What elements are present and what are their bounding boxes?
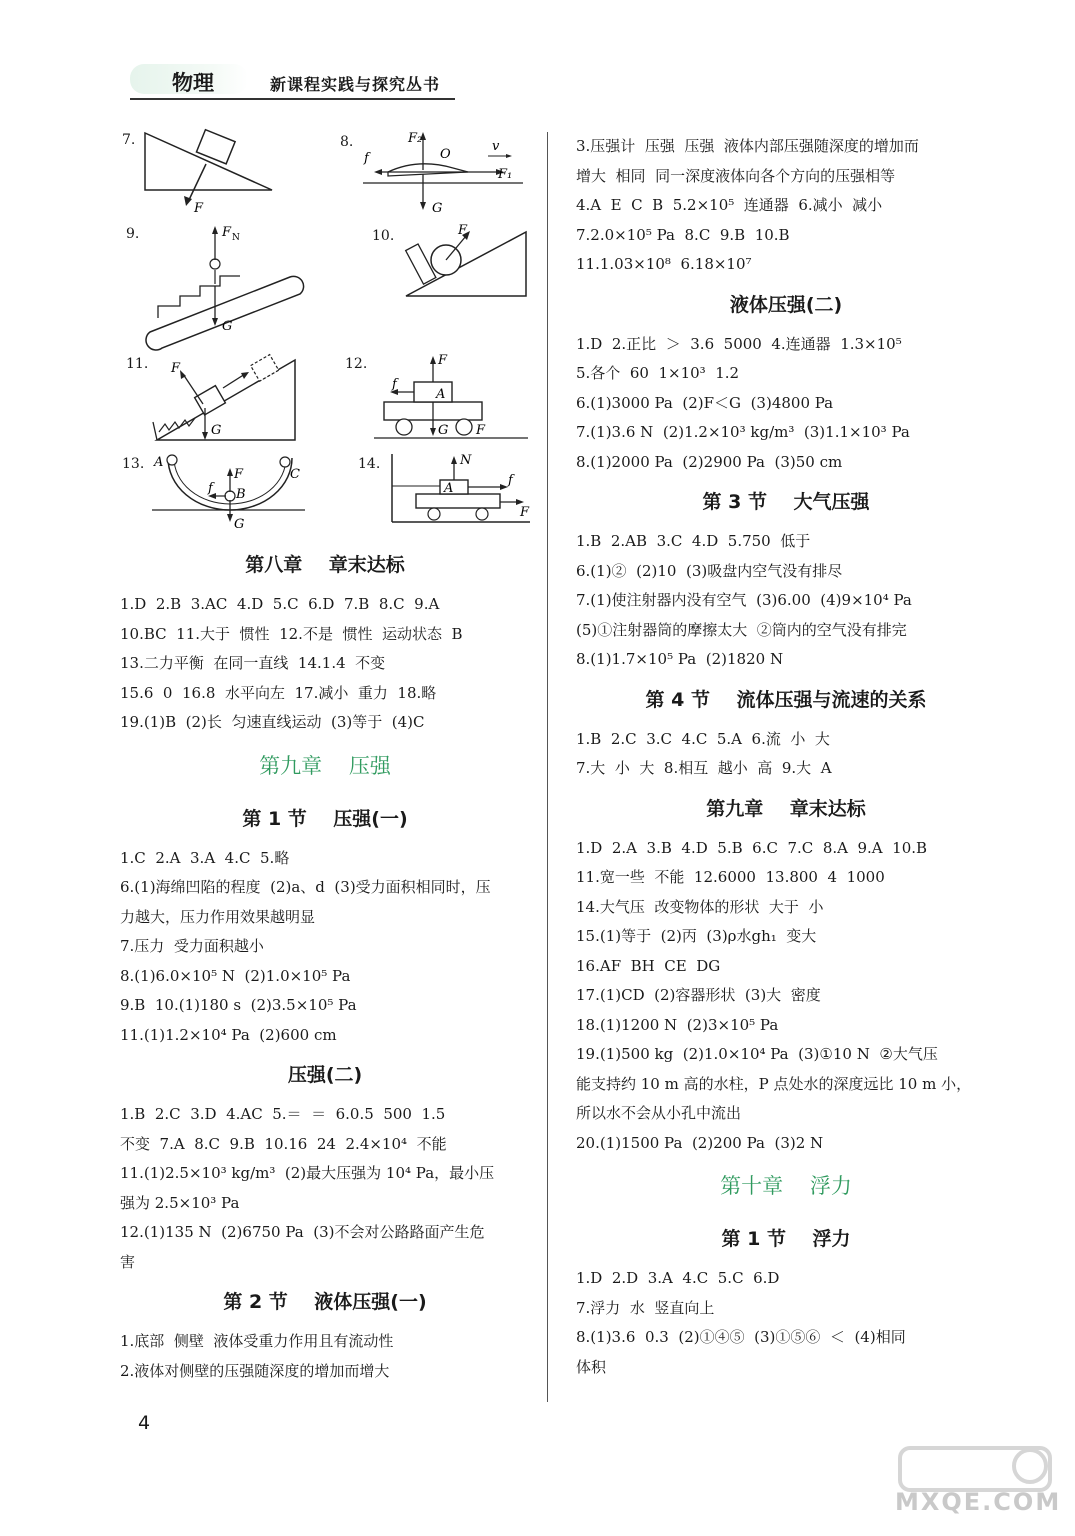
chapter-title: 第九章 压强	[259, 753, 391, 778]
answer-line: 4.A E C B 5.2×10⁵ 连通器 6.减小 减小	[576, 196, 883, 214]
answer-line: 1.D 2.B 3.AC 4.D 5.C 6.D 7.B 8.C 9.A	[120, 595, 440, 613]
svg-text:f: f	[508, 473, 513, 488]
svg-text:f: f	[364, 151, 369, 166]
answer-line: 3.压强计 压强 压强 液体内部压强随深度的增加而	[576, 137, 919, 155]
svg-text:F: F	[476, 423, 486, 438]
answer-line: 7.压力 受力面积越小	[120, 937, 264, 955]
answer-line: 8.(1)6.0×10⁵ N (2)1.0×10⁵ Pa	[120, 966, 351, 985]
answer-line: 17.(1)CD (2)容器形状 (3)大 密度	[576, 986, 821, 1004]
answer-line: 20.(1)1500 Pa (2)200 Pa (3)2 N	[576, 1133, 824, 1152]
answer-line: 能支持约 10 m 高的水柱，P 点处水的深度远比 10 m 小，	[576, 1074, 972, 1093]
answer-line: 15.6 0 16.8 水平向左 17.减小 重力 18.略	[120, 683, 437, 702]
answer-line: 7.(1)使注射器内没有空气 (3)6.00 (4)9×10⁴ Pa	[576, 591, 912, 609]
answer-line: 6.(1)3000 Pa (2)F＜G (3)4800 Pa	[576, 393, 834, 412]
answer-line: 19.(1)B (2)长 匀速直线运动 (3)等于 (4)C	[120, 713, 425, 731]
svg-text:A: A	[436, 387, 446, 402]
answer-line: 12.(1)135 N (2)6750 Pa (3)不会对公路路面产生危	[120, 1223, 485, 1241]
svg-text:F₁: F₁	[498, 167, 513, 182]
diagram-number: 7.	[122, 132, 136, 148]
answer-line: 力越大，压力作用效果越明显	[120, 907, 316, 926]
answer-line: 强为 2.5×10³ Pa	[120, 1193, 240, 1212]
answer-line: 1.D 2.A 3.B 4.D 5.B 6.C 7.C 8.A 9.A 10.B	[576, 838, 928, 857]
svg-text:f: f	[208, 481, 213, 496]
diagram-8-boat	[358, 128, 528, 218]
section-title: 第 3 节 大气压强	[702, 491, 870, 513]
svg-text:G: G	[211, 423, 222, 438]
diagram-14-wall-cart	[386, 450, 534, 530]
answer-line: 19.(1)500 kg (2)1.0×10⁴ Pa (3)①10 N ②大气压	[576, 1045, 938, 1063]
answer-line: 15.(1)等于 (2)丙 (3)ρ水gh₁ 变大	[576, 927, 817, 945]
diagram-10-ball-incline	[398, 222, 533, 302]
svg-text:A: A	[444, 481, 454, 496]
answer-line: 11.(1)2.5×10³ kg/m³ (2)最大压强为 10⁴ Pa，最小压	[120, 1164, 495, 1182]
answer-line: (5)①注射器筒的摩擦太大 ②筒内的空气没有排完	[576, 620, 907, 639]
svg-text:G: G	[432, 201, 443, 216]
svg-text:N: N	[232, 233, 240, 243]
svg-text:C: C	[290, 467, 300, 482]
answer-line: 10.BC 11.大于 惯性 12.不是 惯性 运动状态 B	[120, 624, 463, 643]
svg-text:B: B	[236, 487, 246, 502]
answer-line: 18.(1)1200 N (2)3×10⁵ Pa	[576, 1015, 779, 1034]
section-title: 液体压强(二)	[729, 293, 843, 316]
diagram-number: 13.	[122, 456, 145, 472]
answer-line: 不变 7.A 8.C 9.B 10.16 24 2.4×10⁴ 不能	[120, 1134, 447, 1153]
section-title: 第 2 节 液体压强(一)	[223, 1291, 427, 1313]
diagram-number: 12.	[345, 356, 368, 372]
diagram-number: 11.	[126, 356, 149, 372]
answer-line: 体积	[576, 1357, 607, 1376]
answer-line: 14.大气压 改变物体的形状 大于 小	[576, 897, 824, 916]
answer-line: 1.D 2.D 3.A 4.C 5.C 6.D	[576, 1269, 780, 1287]
section-title: 压强(二)	[287, 1064, 363, 1086]
answer-line: 1.D 2.正比 ＞ 3.6 5000 4.连通器 1.3×10⁵	[576, 334, 902, 353]
right-answer-column	[576, 132, 996, 1382]
section-title: 第八章 章末达标	[245, 554, 405, 576]
svg-text:F: F	[194, 201, 204, 216]
section-title: 第 1 节 浮力	[721, 1228, 851, 1250]
chapter-title: 第十章 浮力	[720, 1174, 852, 1198]
answer-line: 8.(1)3.6 0.3 (2)①④⑤ (3)①⑤⑥ ＜ (4)相同	[576, 1328, 906, 1346]
answer-line: 1.C 2.A 3.A 4.C 5.略	[120, 848, 290, 867]
answer-line: 5.各个 60 1×10³ 1.2	[576, 364, 740, 382]
svg-text:G: G	[438, 423, 449, 438]
answer-line: 1.B 2.C 3.D 4.AC 5.＝ ＝ 6.0.5 500 1.5	[120, 1105, 446, 1123]
answer-line: 7.2.0×10⁵ Pa 8.C 9.B 10.B	[576, 225, 790, 244]
svg-text:v: v	[492, 139, 500, 154]
answer-line: 13.二力平衡 在同一直线 14.1.4 不变	[120, 654, 386, 672]
diagram-number: 9.	[126, 226, 140, 242]
svg-text:O: O	[440, 147, 451, 162]
svg-text:F: F	[438, 353, 448, 368]
svg-text:F: F	[234, 467, 244, 482]
answer-line: 害	[120, 1252, 136, 1271]
svg-text:F₂: F₂	[408, 131, 423, 146]
answer-line: 11.1.03×10⁸ 6.18×10⁷	[576, 255, 752, 273]
page-number: 4	[138, 1412, 151, 1434]
answer-line: 6.(1)② (2)10 (3)吸盘内空气没有排尽	[576, 561, 843, 580]
svg-text:F: F	[458, 223, 468, 238]
diagram-7-incline	[140, 128, 280, 218]
header-series-title: 新课程实践与探究丛书	[270, 75, 441, 94]
answer-line: 9.B 10.(1)180 s (2)3.5×10⁵ Pa	[120, 996, 357, 1014]
diagram-11-spring	[145, 352, 300, 447]
svg-text:G: G	[222, 319, 233, 334]
answer-line: 7.浮力 水 竖直向上	[576, 1298, 715, 1317]
answer-line: 8.(1)2000 Pa (2)2900 Pa (3)50 cm	[576, 452, 843, 471]
svg-text:G: G	[234, 517, 245, 532]
answer-line: 7.大 小 大 8.相互 越小 高 9.大 A	[576, 759, 832, 777]
svg-text:N: N	[460, 453, 472, 468]
answer-line: 11.(1)1.2×10⁴ Pa (2)600 cm	[120, 1025, 337, 1044]
answer-line: 11.宽一些 不能 12.6000 13.800 4 1000	[576, 868, 885, 886]
answer-line: 8.(1)1.7×10⁵ Pa (2)1820 N	[576, 650, 784, 668]
answer-line: 1.底部 侧壁 液体受重力作用且有流动性	[120, 1332, 394, 1350]
answer-line: 1.B 2.C 3.C 4.C 5.A 6.流 小 大	[576, 729, 830, 748]
answer-line: 增大 相同 同一深度液体向各个方向的压强相等	[576, 166, 896, 185]
section-title: 第九章 章末达标	[706, 797, 866, 820]
svg-text:A: A	[154, 455, 164, 470]
answer-line: 2.液体对侧壁的压强随深度的增加而增大	[120, 1361, 390, 1380]
answer-line: 16.AF BH CE DG	[576, 956, 721, 975]
svg-text:F: F	[222, 225, 232, 240]
column-divider	[547, 132, 548, 1402]
svg-text:F: F	[520, 505, 530, 520]
watermark-logo	[890, 1440, 1065, 1530]
answer-line: 7.(1)3.6 N (2)1.2×10³ kg/m³ (3)1.1×10³ Pa	[576, 423, 910, 441]
svg-text:F: F	[171, 361, 181, 376]
diagram-13-bowl	[150, 448, 310, 533]
header-subject: 物理	[172, 70, 214, 95]
answer-line: 6.(1)海绵凹陷的程度 (2)a、d (3)受力面积相同时，压	[120, 878, 491, 896]
diagram-number: 10.	[372, 228, 395, 244]
answer-line: 所以水不会从小孔中流出	[576, 1104, 742, 1122]
diagram-number: 14.	[358, 456, 381, 472]
section-title: 第 4 节 流体压强与流速的关系	[645, 688, 927, 711]
diagram-number: 8.	[340, 134, 354, 150]
page-header	[130, 62, 455, 100]
section-title: 第 1 节 压强(一)	[242, 807, 408, 830]
diagram-9-escalator	[140, 222, 310, 352]
answer-line: 1.B 2.AB 3.C 4.D 5.750 低于	[576, 532, 811, 550]
diagram-12-cart	[372, 352, 532, 447]
left-answer-column	[120, 540, 530, 1386]
watermark-text: MXQE.COM	[895, 1488, 1062, 1516]
svg-text:f: f	[392, 377, 397, 392]
